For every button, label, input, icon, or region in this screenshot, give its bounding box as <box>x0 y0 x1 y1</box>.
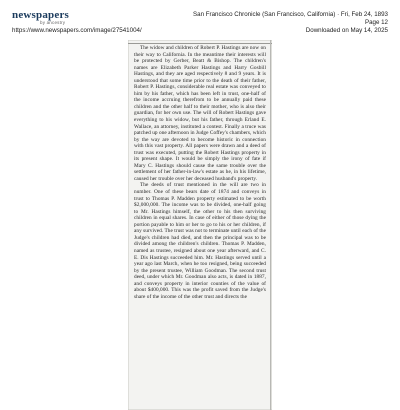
image-url: https://www.newspapers.com/image/27541004/ <box>12 27 142 34</box>
clipping-top-rule <box>128 43 272 44</box>
logo-text: newspapers <box>12 9 70 21</box>
newspapers-logo <box>12 9 69 25</box>
column-rule <box>270 40 271 410</box>
source-info <box>193 11 388 28</box>
page-number: Page 12 <box>364 19 388 27</box>
article-paragraph-2: The deeds of trust mentioned in the will are two in number. One of these bears date of 1874 and conveys in trust to Thomas P. Madden property estimated to be worth $2,000,000. The income was to be divided, one-half going to Mr. Hastings himself, the other to his then surviving children in equal shares. In case of either of those dying the portion payable to him or her to go to his or her children, if any survived. The trust was not to terminate until each of the Judge's children had died, and then the principal was to be divided among the children's children. Thomas P. Madden, named as trustee, resigned about one year afterward, and C. E. Dis Hastings succeeded him. Mr. Hastings served until a year ago last March, when he too resigned, being succeeded by the present trustee, William Goodman. The second trust deed, under which Mr. Goodman also acts, is dated in 1887, and conveys property in interior counties of the value of about $400,000. This was the profit saved from the Judge's share of the income of the other trust and directs the <box>134 182 266 300</box>
logo-subtext: by ancestry <box>40 20 66 25</box>
newspaper-clipping <box>128 40 272 410</box>
document-header <box>0 0 400 40</box>
download-date: Downloaded on May 14, 2025 <box>305 27 388 34</box>
publication-info: San Francisco Chronicle (San Francisco, California) · Fri, Feb 24, 1893 <box>193 11 388 18</box>
article-body <box>134 45 266 300</box>
article-paragraph-1: The widow and children of Robert P. Hastings are now on their way to California. In the meantime their interests will be protected by Gerber, Beatt & Bishop. The children's names are Elizabeth Parker Hastings and Harry Gosbill Hastings, and they are aged respectively 8 and 9 years. It is understood that some time prior to the death of their father, Robert P. Hastings, considerable real estate was conveyed to him by his father, which has been left in trust, one-half of the income accruing therefrom to be annually paid these children and the other half to their mother, who is also their guardian, for her own use. The will of Robert Hastings gave everything to his widow, but his father, through Erland E. Wallace, an attorney, instituted a contest. Finally a truce was patched up one afternoon in Judge Coffey's chambers, which by the way are devoted to become historic in connection with this vast property. All papers were drawn and a deed of trust was executed, putting the Robert Hastings property in its present shape. It would be simply the irony of fate if Mary C. Hastings should cause the same trouble over the settlement of her father-in-law's estate as he, in his lifetime, caused her trouble over her deceased husband's property. <box>134 45 266 182</box>
